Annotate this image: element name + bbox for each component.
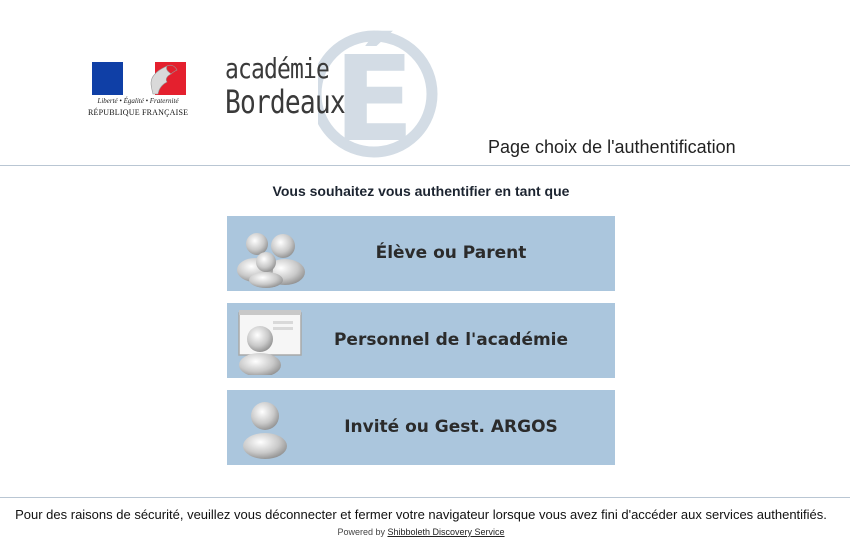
powered-by bbox=[0, 527, 842, 537]
watermark-letter: É bbox=[333, 30, 415, 160]
academie-name bbox=[225, 52, 371, 121]
invite-argos-button[interactable] bbox=[227, 390, 615, 465]
header bbox=[0, 0, 850, 166]
powered-by-prefix: Powered by bbox=[337, 527, 385, 537]
auth-prompt: Vous souhaitez vous authentifier en tant que bbox=[272, 183, 570, 199]
marianne-logo bbox=[88, 62, 188, 122]
personnel-academie-button[interactable] bbox=[227, 303, 615, 378]
personnel-academie-label: Personnel de l'académie bbox=[333, 330, 569, 350]
page-title: Page choix de l'authentification bbox=[488, 137, 736, 157]
header-divider bbox=[0, 165, 850, 166]
eleve-parent-label: Élève ou Parent bbox=[375, 243, 527, 263]
republic-motto: Liberté • Égalité • Fraternité bbox=[97, 97, 179, 105]
academie-line1: académie bbox=[225, 52, 330, 85]
eleve-parent-button[interactable] bbox=[227, 216, 615, 291]
security-notice: Pour des raisons de sécurité, veuillez vous déconnecter et fermer votre navigateur lorsque vous avez fini d'accéder aux services authentifiés. bbox=[15, 507, 827, 522]
footer-divider bbox=[0, 497, 850, 498]
republique-francaise-label: RÉPUBLIQUE FRANÇAISE bbox=[88, 108, 189, 117]
shibboleth-link[interactable]: Shibboleth Discovery Service bbox=[387, 527, 505, 537]
invite-argos-label: Invité ou Gest. ARGOS bbox=[344, 417, 558, 437]
tricolor-flag-icon bbox=[92, 62, 186, 95]
academie-line2: Bordeaux bbox=[225, 83, 345, 121]
